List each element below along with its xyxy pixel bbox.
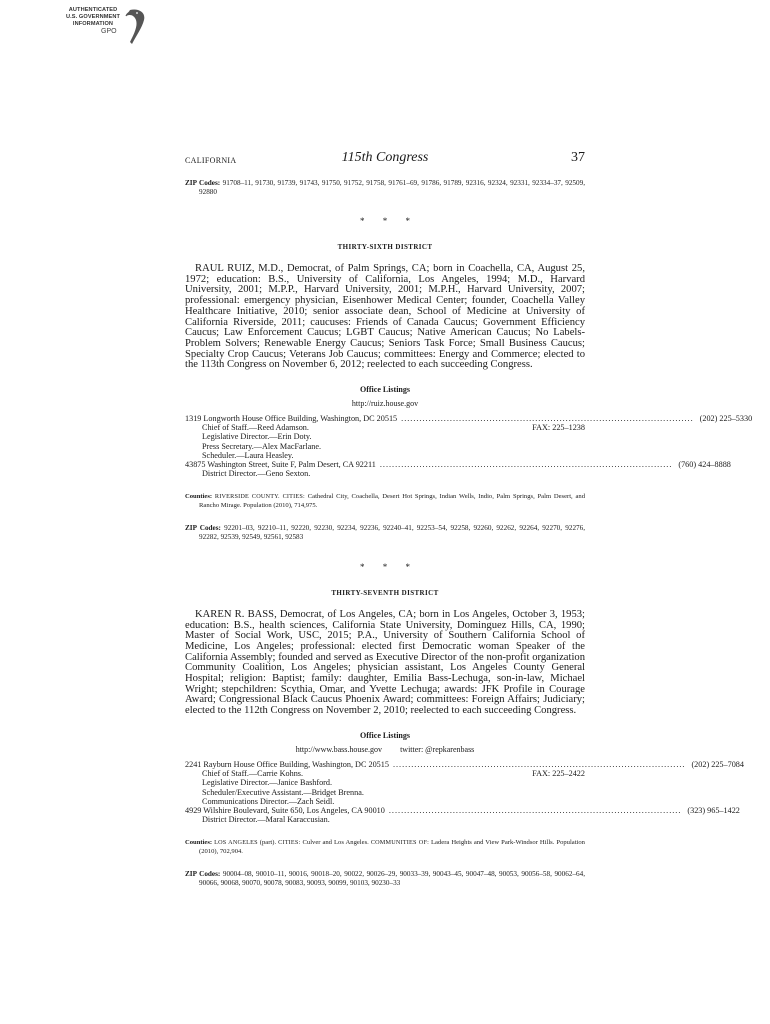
staff-row (185, 769, 585, 778)
counties-text: Ladera Heights and View Park-Windsor Hills. Population (2010), 702,904. (199, 839, 585, 855)
staff-entry: District Director.—Geno Sexton. (202, 469, 311, 479)
state-label: CALIFORNIA (185, 156, 237, 165)
office-listings-title: Office Listings (360, 730, 410, 740)
office-phone: (202) 225–7084 (691, 759, 744, 769)
district-section (185, 588, 744, 888)
zip-label: ZIP Codes: (185, 869, 221, 878)
staff-entry: Chief of Staff.—Reed Adamson. (202, 423, 309, 433)
office-address: 2241 Rayburn House Office Building, Washington, DC 20515 (185, 759, 389, 769)
member-bio: KAREN R. BASS, Democrat, of Los Angeles, CA; born in Los Angeles, October 3, 1953; education: B.S., health sciences, California State University, Dominguez Hills, CA, 1990; Master of Social Work, USC, 2015; P.A., University of Southern California School of Medicine, Los Angeles; professional: elected first Democratic woman Speaker of the California Assembly; founded and served as Executive Director of the non-profit organization Community Coalition, Los Angeles; physician assistant, Los Angeles County General Hospital; religion: Baptist; family: daughter, Emilia Bass-Lechuga, son-in-law, Michael Wright; stepchildren: Scythia, Omar, and Yvette Lechuga; awards: JFK Profile in Courage Award; Congressional Black Caucus Phoenix Award; committees: Foreign Affairs; Judiciary; elected to the 112th Congress on November 2, 2010; reelected to each succeeding Congress. (185, 608, 585, 717)
seal-line-3: INFORMATION (72, 21, 114, 27)
page-number: 37 (571, 150, 585, 165)
communities-label: COMMUNITIES OF: (370, 839, 430, 847)
zip-values: 92201–03, 92210–11, 92220, 92230, 92234, 92236, 92240–41, 92253–54, 92258, 92260, 92262, 92264, 92270, 92276, 92282, 92539, 92549, 92561, 92583 (199, 523, 586, 541)
leader-dots: ................................................................................................ (388, 805, 682, 815)
office-address-row (185, 414, 753, 424)
document-page (185, 150, 753, 888)
section-separator: * * * (360, 561, 418, 572)
office-listings (185, 759, 744, 825)
leader-dots: ................................................................................................ (392, 759, 686, 769)
office-phone: (323) 965–1422 (687, 805, 740, 815)
member-bio: RAUL RUIZ, M.D., Democrat, of Palm Springs, CA; born in Coachella, CA, August 25, 1972; education: B.S., University of California, Los Angeles, 1994; M.D., Harvard University, 2001; M.P.P., Harvard University, 2001; M.P.H., Harvard University, 2007; professional: emergency physician, Eisenhower Medical Center; founder, Coachella Valley Healthcare Initiative, 2010; senior associate dean, School of Medicine at University of California Riverside, 2011; caucuses: Friends of Canada Caucus; Government Efficiency Caucus; Law Enforcement Caucus; LGBT Caucus; Native American Caucus; No Labels-Problem Solvers; Renewable Energy Caucus; Seniors Task Force; Small Business Caucus; Specialty Crop Caucus; Veterans Job Caucus; committees: Energy and Commerce; elected to the 113th Congress on November 6, 2012; reelected to each succeeding Congress. (185, 263, 585, 371)
zip-label: ZIP Codes: (185, 179, 221, 187)
staff-entry: Legislative Director.—Janice Bashford. (202, 778, 333, 788)
seal-line-2: U.S. GOVERNMENT (65, 14, 121, 20)
office-address-row (185, 759, 744, 769)
counties-label: Counties: (185, 493, 213, 501)
office-address-row (185, 460, 731, 470)
office-phone: (760) 424–8888 (678, 460, 731, 470)
office-address: 43875 Washington Street, Suite F, Palm Desert, CA 92211 (185, 460, 376, 470)
cities-label: CITIES: (282, 493, 305, 501)
counties-label: Counties: (185, 839, 213, 847)
district-title: THIRTY-SIXTH DISTRICT (337, 243, 433, 251)
office-url-line (185, 399, 585, 408)
staff-row (185, 423, 585, 432)
staff-entry: Press Secretary.—Alex MacFarlane. (202, 441, 322, 451)
top-zip-codes (185, 179, 585, 197)
seal-line-1: AUTHENTICATED (68, 7, 118, 13)
website-link[interactable]: http://www.bass.house.gov (295, 744, 383, 754)
district-zip-codes (185, 524, 585, 542)
cities-text: Culver and Los Angeles. (302, 839, 369, 847)
zip-values: 91708–11, 91730, 91739, 91743, 91750, 91752, 91758, 91761–69, 91786, 91789, 92316, 92324, 92331, 92334–37, 92509, 92880 (199, 179, 586, 196)
gpo-seal-text (60, 7, 126, 28)
office-listings-title: Office Listings (360, 385, 410, 395)
office-address: 4929 Wilshire Boulevard, Suite 650, Los Angeles, CA 90010 (185, 805, 385, 815)
leader-dots: ................................................................................................ (401, 414, 694, 424)
twitter-handle[interactable]: twitter: @repkarenbass (400, 744, 475, 754)
staff-entry: Legislative Director.—Erin Doty. (202, 432, 312, 442)
cities-label: CITIES: (278, 839, 301, 847)
office-fax: FAX: 225–1238 (532, 423, 585, 433)
district-title: THIRTY-SEVENTH DISTRICT (331, 588, 439, 597)
county-part: (part). (259, 839, 277, 847)
office-phone: (202) 225–5330 (699, 414, 753, 424)
leader-dots: ................................................................................................ (379, 460, 673, 470)
county-name: RIVERSIDE COUNTY. (214, 493, 280, 501)
office-listings (185, 414, 753, 479)
staff-entry: Communications Director.—Zach Seidl. (202, 796, 335, 806)
office-url-line (185, 745, 585, 754)
staff-entry: Scheduler.—Laura Heasley. (202, 450, 294, 460)
running-head (185, 150, 585, 170)
zip-values: 90004–08, 90010–11, 90016, 90018–20, 90022, 90026–29, 90033–39, 90043–45, 90047–48, 90053, 90056–58, 90062–64, 90066, 90068, 90070, 90078, 90083, 90093, 90099, 90103, 90230–33 (199, 869, 586, 887)
gpo-mark: GPO (101, 28, 117, 35)
congress-title: 115th Congress (341, 150, 429, 165)
counties-paragraph (185, 839, 585, 855)
office-fax: FAX: 225–2422 (532, 769, 585, 779)
staff-entry: Scheduler/Executive Assistant.—Bridget Brenna. (202, 787, 364, 797)
district-section (185, 243, 753, 542)
website-link[interactable]: http://ruiz.house.gov (351, 399, 419, 409)
office-address-row (185, 805, 740, 815)
zip-label: ZIP Codes: (185, 523, 221, 532)
district-zip-codes (185, 870, 585, 888)
staff-entry: Chief of Staff.—Carrie Kohns. (202, 769, 304, 779)
office-address: 1319 Longworth House Office Building, Washington, DC 20515 (185, 414, 398, 424)
counties-text: Cathedral City, Coachella, Desert Hot Springs, Indian Wells, Indio, Palm Springs, Palm Desert, and Rancho Mirage. Population (2010), 714,975. (199, 493, 585, 509)
staff-entry: District Director.—Maral Karaccusian. (202, 815, 330, 825)
county-name: LOS ANGELES (214, 839, 258, 847)
section-separator: * * * (360, 216, 418, 226)
counties-paragraph (185, 493, 585, 509)
